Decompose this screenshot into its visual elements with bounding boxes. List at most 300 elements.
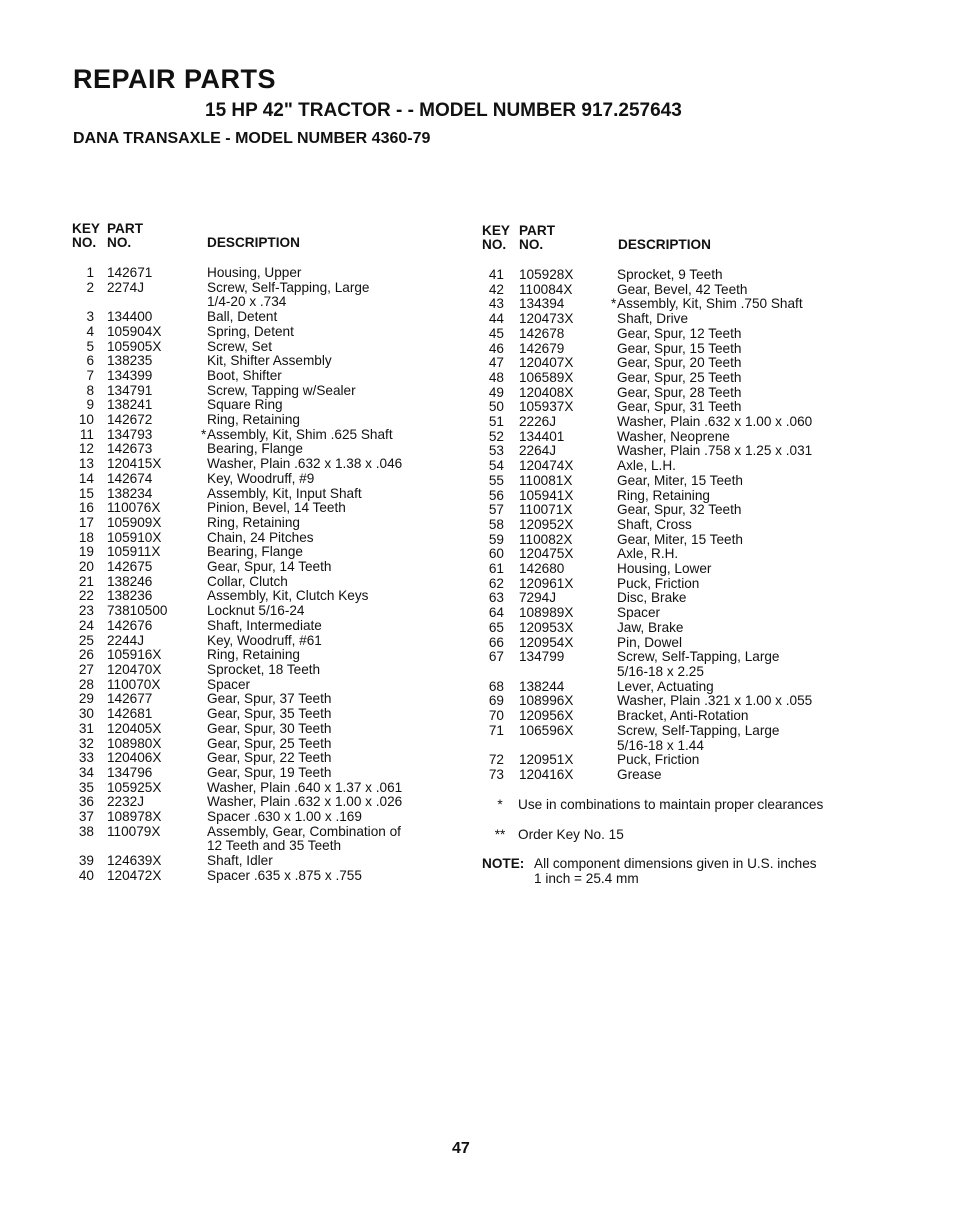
part-number: 124639X: [107, 853, 162, 869]
table-row: [72, 501, 472, 516]
key-number: 12: [78, 441, 94, 457]
part-description-text: Lever, Actuating: [617, 678, 714, 694]
table-row: [72, 281, 472, 310]
part-number: 142678: [519, 325, 565, 341]
page-number: 47: [452, 1140, 470, 1157]
key-number: 67: [488, 649, 504, 665]
table-row: [482, 650, 922, 679]
table-row: [482, 489, 922, 504]
table-row: [72, 825, 472, 854]
part-description-text: Gear, Spur, 25 Teeth: [207, 735, 332, 751]
part-description: [207, 648, 472, 663]
part-number: 2264J: [519, 443, 557, 459]
key-number: 27: [78, 661, 94, 677]
part-description: [207, 589, 472, 604]
table-row: [72, 428, 472, 443]
key-number: 32: [78, 735, 94, 751]
key-number: 14: [78, 470, 94, 486]
part-description: [207, 545, 472, 560]
part-description-text: Locknut 5/16-24: [207, 603, 305, 619]
part-description-text: Puck, Friction: [617, 752, 700, 768]
part-number: 142673: [107, 441, 153, 457]
table-row: [482, 459, 922, 474]
part-number: 120475X: [519, 546, 574, 562]
part-number: 110082X: [519, 531, 573, 547]
part-description-text: Washer, Neoprene: [617, 428, 730, 444]
part-number: 2226J: [519, 414, 557, 430]
key-number: 39: [78, 853, 94, 869]
part-header-no: NO.: [107, 235, 132, 250]
table-row: [482, 724, 922, 753]
part-description-text: Spacer: [207, 676, 251, 692]
table-row: [482, 636, 922, 651]
key-number: 61: [488, 561, 504, 577]
part-description: [207, 854, 472, 869]
part-header-no: NO.: [519, 237, 544, 252]
key-number: 37: [78, 809, 94, 825]
part-number: 120408X: [519, 384, 574, 400]
key-number: 68: [488, 678, 504, 694]
part-description-text: Gear, Spur, 37 Teeth: [207, 691, 332, 707]
part-description-text: Assembly, Gear, Combination of 12 Teeth and 35 Teeth: [207, 823, 401, 854]
part-description: [207, 663, 472, 678]
key-number: 7: [86, 367, 94, 383]
part-description: [617, 533, 922, 548]
key-number: 73: [488, 766, 504, 782]
part-description: [617, 753, 922, 768]
part-number: 138241: [107, 397, 153, 413]
section-title: DANA TRANSAXLE - MODEL NUMBER 4360-79: [73, 130, 431, 147]
part-description: [617, 415, 922, 430]
part-description-text: Assembly, Kit, Clutch Keys: [207, 588, 369, 604]
part-description-text: Gear, Spur, 31 Teeth: [617, 399, 742, 415]
part-number: 110076X: [107, 500, 161, 516]
table-row: [72, 766, 472, 781]
table-row: [482, 342, 922, 357]
part-number: 120952X: [519, 516, 574, 532]
part-description-text: Ring, Retaining: [207, 514, 300, 530]
part-description-text: Grease: [617, 766, 662, 782]
table-row: [72, 707, 472, 722]
key-number: 38: [78, 823, 94, 839]
key-header-no: NO.: [72, 235, 97, 250]
table-row: [72, 854, 472, 869]
part-number: 110081X: [519, 472, 573, 488]
part-description-text: Screw, Set: [207, 338, 272, 354]
key-number: 19: [78, 544, 94, 560]
part-number: 120407X: [519, 355, 574, 371]
key-number: 26: [78, 647, 94, 663]
column-headers-left: [72, 222, 472, 254]
part-description-text: Washer, Plain .758 x 1.25 x .031: [617, 443, 813, 459]
footnotes: [482, 798, 823, 887]
part-number: 120953X: [519, 619, 574, 635]
part-number: 110079X: [107, 823, 161, 839]
table-row: [482, 430, 922, 445]
key-number: 57: [488, 502, 504, 518]
page-title: REPAIR PARTS: [73, 64, 277, 94]
part-description: [617, 694, 922, 709]
part-description: [207, 369, 472, 384]
part-description: [207, 825, 472, 854]
part-description-text: Gear, Spur, 15 Teeth: [617, 340, 742, 356]
key-number: 33: [78, 750, 94, 766]
part-description-text: Pinion, Bevel, 14 Teeth: [207, 500, 346, 516]
part-description-text: Disc, Brake: [617, 590, 687, 606]
part-number: 120951X: [519, 752, 574, 768]
part-description-text: Ring, Retaining: [207, 647, 300, 663]
part-number: 142676: [107, 617, 153, 633]
part-number: 105928X: [519, 267, 574, 282]
key-number: 43: [488, 296, 504, 312]
key-number: 65: [488, 619, 504, 635]
part-description: [207, 398, 472, 413]
part-description-text: Washer, Plain .321 x 1.00 x .055: [617, 693, 813, 709]
part-description-text: Collar, Clutch: [207, 573, 288, 589]
part-description: [207, 531, 472, 546]
part-description: [617, 724, 922, 753]
part-number: 108996X: [519, 693, 574, 709]
key-number: 2: [86, 279, 94, 295]
part-description-text: Assembly, Kit, Shim .625 Shaft: [207, 426, 393, 442]
key-number: 21: [78, 573, 94, 589]
table-row: [72, 648, 472, 663]
part-number: 120956X: [519, 708, 574, 724]
part-number: 120416X: [519, 766, 574, 782]
part-description: [207, 413, 472, 428]
part-description-text: Gear, Spur, 35 Teeth: [207, 706, 332, 722]
part-description-text: Gear, Spur, 22 Teeth: [207, 750, 332, 766]
part-number: 120472X: [107, 867, 162, 883]
part-description-text: Gear, Spur, 28 Teeth: [617, 384, 742, 400]
part-number: 142679: [519, 340, 565, 356]
part-description: [617, 709, 922, 724]
part-description-text: Puck, Friction: [617, 575, 700, 591]
part-description: [207, 266, 472, 281]
table-row: [72, 678, 472, 693]
part-description: [617, 518, 922, 533]
key-header: KEY: [482, 223, 510, 238]
part-description-text: Gear, Miter, 15 Teeth: [617, 531, 743, 547]
key-number: 28: [78, 676, 94, 692]
table-row: [482, 327, 922, 342]
footnote-mark: *: [497, 797, 503, 812]
part-number: 110070X: [107, 676, 161, 692]
table-row: [72, 869, 472, 884]
part-number: 106596X: [519, 722, 574, 738]
table-row: [72, 457, 472, 472]
part-description-text: Key, Woodruff, #61: [207, 632, 322, 648]
part-description: [207, 472, 472, 487]
table-row: [482, 356, 922, 371]
key-number: 1: [86, 265, 94, 280]
part-description-text: Gear, Miter, 15 Teeth: [617, 472, 743, 488]
dimension-note: [482, 857, 823, 886]
key-number: 52: [488, 428, 504, 444]
table-row: [72, 398, 472, 413]
part-description-text: Spacer .630 x 1.00 x .169: [207, 809, 362, 825]
table-row: [72, 340, 472, 355]
key-number: 60: [488, 546, 504, 562]
footnote-double: [482, 828, 823, 843]
key-number: 18: [78, 529, 94, 545]
part-description: [617, 636, 922, 651]
key-number: 71: [488, 722, 504, 738]
part-description: [207, 795, 472, 810]
part-description: [617, 327, 922, 342]
key-number: 9: [86, 397, 94, 413]
part-number: 105905X: [107, 338, 162, 354]
key-number: 47: [488, 355, 504, 371]
part-number: 120474X: [519, 458, 574, 474]
part-description: [207, 604, 472, 619]
table-row: [482, 474, 922, 489]
key-number: 31: [78, 720, 94, 736]
part-description-text: Boot, Shifter: [207, 367, 282, 383]
footnote-text: Order Key No. 15: [518, 826, 624, 842]
part-description-text: Screw, Self-Tapping, Large 5/16-18 x 1.44: [617, 722, 780, 753]
table-row: [72, 604, 472, 619]
key-number: 3: [86, 309, 94, 325]
table-row: [482, 606, 922, 621]
key-number: 44: [488, 311, 504, 327]
key-number: 36: [78, 794, 94, 810]
part-number: 120470X: [107, 661, 162, 677]
part-description: [617, 283, 922, 298]
note-label: NOTE:: [482, 856, 525, 872]
part-description-text: Gear, Spur, 12 Teeth: [617, 325, 742, 341]
table-row: [482, 386, 922, 401]
part-description-text: Washer, Plain .632 x 1.38 x .046: [207, 456, 403, 472]
key-number: 63: [488, 590, 504, 606]
part-description: [617, 268, 922, 283]
part-description-text: Gear, Spur, 19 Teeth: [207, 764, 332, 780]
part-description: [207, 634, 472, 649]
part-description-text: Spring, Detent: [207, 323, 294, 339]
part-description: [207, 737, 472, 752]
part-description: *Assembly, Kit, Shim .750 Shaft: [611, 296, 803, 312]
part-number: 120415X: [107, 456, 162, 472]
part-description-text: Screw, Self-Tapping, Large 1/4-20 x .734: [207, 279, 370, 310]
key-number: 62: [488, 575, 504, 591]
part-number: 105904X: [107, 323, 162, 339]
key-number: 48: [488, 369, 504, 385]
key-number: 30: [78, 706, 94, 722]
key-number: 13: [78, 456, 94, 472]
part-number: 120405X: [107, 720, 162, 736]
table-row: [72, 487, 472, 502]
part-description-text: Jaw, Brake: [617, 619, 684, 635]
key-number: 23: [78, 603, 94, 619]
parts-list-right: [482, 224, 922, 783]
part-description: [207, 457, 472, 472]
part-number: 134394: [519, 296, 565, 312]
part-description: [207, 310, 472, 325]
part-number: 106589X: [519, 369, 574, 385]
part-description: [207, 678, 472, 693]
table-row: [482, 283, 922, 298]
table-row: [482, 694, 922, 709]
table-row: [72, 619, 472, 634]
part-number: 120406X: [107, 750, 162, 766]
part-number: 138235: [107, 353, 153, 369]
part-description: [617, 459, 922, 474]
table-row: [72, 560, 472, 575]
part-description-text: Ball, Detent: [207, 309, 278, 325]
part-description: [617, 356, 922, 371]
key-number: 51: [488, 414, 504, 430]
part-description: [617, 577, 922, 592]
key-number: 22: [78, 588, 94, 604]
part-number: 142674: [107, 470, 153, 486]
key-header: KEY: [72, 221, 100, 236]
part-number: 108989X: [519, 605, 574, 621]
part-number: 142680: [519, 561, 565, 577]
part-description-text: Chain, 24 Pitches: [207, 529, 314, 545]
part-number: 142671: [107, 265, 153, 280]
table-row: [482, 768, 922, 783]
part-number: 134799: [519, 649, 565, 665]
table-row: [482, 268, 922, 283]
description-header: DESCRIPTION: [207, 235, 300, 250]
part-description-text: Shaft, Intermediate: [207, 617, 322, 633]
part-description-text: Bracket, Anti-Rotation: [617, 708, 749, 724]
part-description-text: Axle, R.H.: [617, 546, 679, 562]
key-number: 53: [488, 443, 504, 459]
table-row: [72, 384, 472, 399]
part-header: PART: [107, 221, 143, 236]
key-number: 5: [86, 338, 94, 354]
part-description-text: Washer, Plain .632 x 1.00 x .026: [207, 794, 403, 810]
key-number: 6: [86, 353, 94, 369]
part-number: 138236: [107, 588, 153, 604]
table-row: [72, 310, 472, 325]
part-description-text: Ring, Retaining: [617, 487, 710, 503]
part-description: [207, 560, 472, 575]
part-description: [617, 562, 922, 577]
part-description-text: Shaft, Cross: [617, 516, 692, 532]
part-description: [617, 474, 922, 489]
table-row: [72, 795, 472, 810]
table-row: [482, 371, 922, 386]
key-number: 11: [79, 426, 94, 442]
part-description: [207, 354, 472, 369]
part-number: 120954X: [519, 634, 574, 650]
key-number: 29: [78, 691, 94, 707]
part-number: 134791: [107, 382, 153, 398]
part-number: 134399: [107, 367, 153, 383]
column-headers-right: [482, 224, 922, 256]
part-description-text: Square Ring: [207, 397, 283, 413]
part-description: [617, 680, 922, 695]
table-row: [72, 413, 472, 428]
part-description-text: Assembly, Kit, Shim .750 Shaft: [617, 296, 803, 312]
table-row: [482, 444, 922, 459]
key-number: 59: [488, 531, 504, 547]
key-number: 24: [78, 617, 94, 633]
part-number: 105909X: [107, 514, 162, 530]
part-description: [617, 489, 922, 504]
table-row: [482, 591, 922, 606]
part-number: 138246: [107, 573, 153, 589]
table-row: [482, 415, 922, 430]
part-description-text: Assembly, Kit, Input Shaft: [207, 485, 362, 501]
part-header: PART: [519, 223, 555, 238]
key-number: 10: [78, 412, 94, 428]
key-number: 70: [488, 708, 504, 724]
table-row: [482, 709, 922, 724]
table-row: [482, 680, 922, 695]
part-description: [207, 722, 472, 737]
key-number: 49: [488, 384, 504, 400]
part-description: [207, 751, 472, 766]
table-row: [72, 516, 472, 531]
key-number: 72: [488, 752, 504, 768]
part-number: 2232J: [107, 794, 145, 810]
table-row: [482, 400, 922, 415]
key-header-no: NO.: [482, 237, 507, 252]
parts-rows-right: [482, 268, 922, 783]
part-description-text: Spacer .635 x .875 x .755: [207, 867, 362, 883]
part-number: 134400: [107, 309, 153, 325]
part-description: [207, 707, 472, 722]
part-description: [617, 650, 922, 679]
part-number: 108980X: [107, 735, 162, 751]
table-row: [482, 503, 922, 518]
table-row: [72, 722, 472, 737]
key-number: 55: [488, 472, 504, 488]
key-number: 64: [488, 605, 504, 621]
part-number: 142672: [107, 412, 153, 428]
part-description-text: Gear, Spur, 30 Teeth: [207, 720, 332, 736]
key-number: 25: [78, 632, 94, 648]
table-row: [482, 753, 922, 768]
part-description: [207, 810, 472, 825]
part-number: 134796: [107, 764, 153, 780]
part-description: [617, 312, 922, 327]
key-number: 15: [78, 485, 94, 501]
table-row: [72, 575, 472, 590]
key-number: 20: [78, 559, 94, 575]
part-number: 73810500: [107, 603, 168, 619]
part-description-text: Screw, Tapping w/Sealer: [207, 382, 356, 398]
key-number: 56: [488, 487, 504, 503]
parts-rows-left: [72, 266, 472, 884]
part-number: 134793: [107, 426, 153, 442]
part-number: 142677: [107, 691, 153, 707]
footnote-single: [482, 798, 823, 813]
part-description: [207, 340, 472, 355]
part-number: 105910X: [107, 529, 162, 545]
model-subtitle: 15 HP 42" TRACTOR - - MODEL NUMBER 917.257643: [205, 100, 682, 121]
part-number: 2274J: [107, 279, 145, 295]
table-row: [482, 621, 922, 636]
key-number: 50: [488, 399, 504, 415]
table-row: [482, 577, 922, 592]
key-number: 42: [488, 281, 504, 297]
part-description: [617, 371, 922, 386]
part-description: [207, 442, 472, 457]
part-description: [617, 342, 922, 357]
part-description: [617, 606, 922, 621]
part-description: [617, 547, 922, 562]
part-number: 2244J: [107, 632, 145, 648]
part-number: 120961X: [519, 575, 574, 591]
part-description: [617, 768, 922, 783]
part-description-text: Spacer: [617, 605, 661, 621]
part-description: *Assembly, Kit, Shim .625 Shaft: [201, 426, 393, 442]
table-row: [72, 692, 472, 707]
